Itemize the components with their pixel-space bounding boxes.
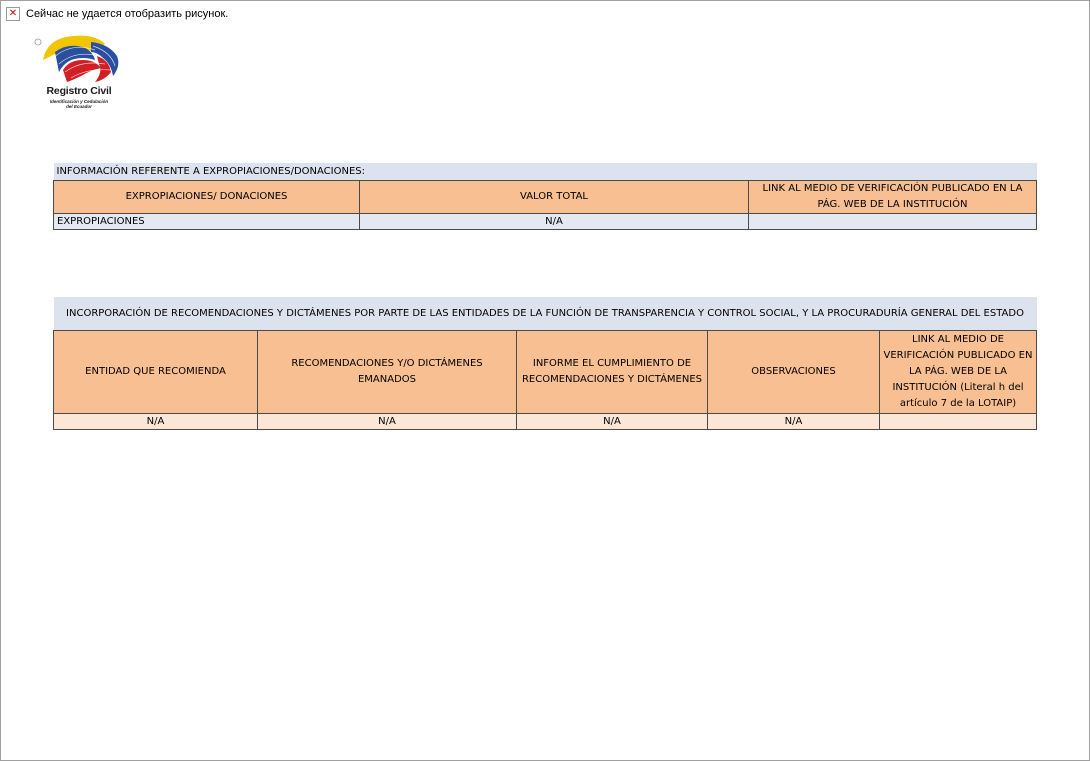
broken-image-placeholder: [6, 6, 228, 22]
table-row: [54, 214, 1037, 230]
header-expropiaciones-donaciones: EXPROPIACIONES/ DONACIONES: [54, 181, 360, 214]
table-header-row: [54, 181, 1037, 214]
header-observaciones: OBSERVACIONES: [708, 331, 880, 414]
cell-informe: N/A: [517, 414, 708, 430]
cell-observaciones: N/A: [708, 414, 880, 430]
header-entidad: ENTIDAD QUE RECOMIENDA: [54, 331, 258, 414]
logo-subtitle-line2: del Ecuador: [66, 104, 92, 109]
recomendaciones-table: [53, 297, 1037, 430]
recomendaciones-title: INCORPORACIÓN DE RECOMENDACIONES Y DICTÁMENES POR PARTE DE LAS ENTIDADES DE LA FUNCIÓN DE TRANSPARENCIA Y CONTROL SOCIAL, Y LA PROCURADURÍA GENERAL DEL ESTADO: [54, 297, 1037, 331]
header-valor-total: VALOR TOTAL: [360, 181, 749, 214]
header-link-verificacion: LINK AL MEDIO DE VERIFICACIÓN PUBLICADO EN LA PÁG. WEB DE LA INSTITUCIÓN (Literal h del artículo 7 de la LOTAIP): [880, 331, 1037, 414]
table-title-row: [54, 297, 1037, 331]
cell-valor-total: N/A: [360, 214, 749, 230]
logo-subtitle-line1: Identificación y Cedulación: [49, 99, 109, 104]
fingerprint-flag-icon: [33, 30, 123, 86]
table-row: [54, 414, 1037, 430]
expropiaciones-table: [53, 163, 1037, 230]
broken-image-icon: ✕: [6, 7, 20, 21]
cell-entidad: N/A: [54, 414, 258, 430]
logo-title: Registro Civil: [46, 85, 112, 97]
registro-civil-logo: [33, 30, 123, 112]
cell-link: [880, 414, 1037, 430]
cell-link: [749, 214, 1037, 230]
header-link-verificacion: LINK AL MEDIO DE VERIFICACIÓN PUBLICADO EN LA PÁG. WEB DE LA INSTITUCIÓN: [749, 181, 1037, 214]
table-title-row: [54, 163, 1037, 181]
broken-image-message: Сейчас не удается отобразить рисунок.: [26, 8, 229, 20]
cell-recomendaciones: N/A: [258, 414, 517, 430]
header-informe-cumplimiento: INFORME EL CUMPLIMIENTO DE RECOMENDACIONES Y DICTÁMENES: [517, 331, 708, 414]
logo-subtitle: [39, 99, 119, 109]
expropiaciones-title: INFORMACIÓN REFERENTE A EXPROPIACIONES/DONACIONES:: [54, 163, 1037, 181]
table-header-row: [54, 331, 1037, 414]
header-recomendaciones: RECOMENDACIONES Y/O DICTÁMENES EMANADOS: [258, 331, 517, 414]
cell-tipo: EXPROPIACIONES: [54, 214, 360, 230]
